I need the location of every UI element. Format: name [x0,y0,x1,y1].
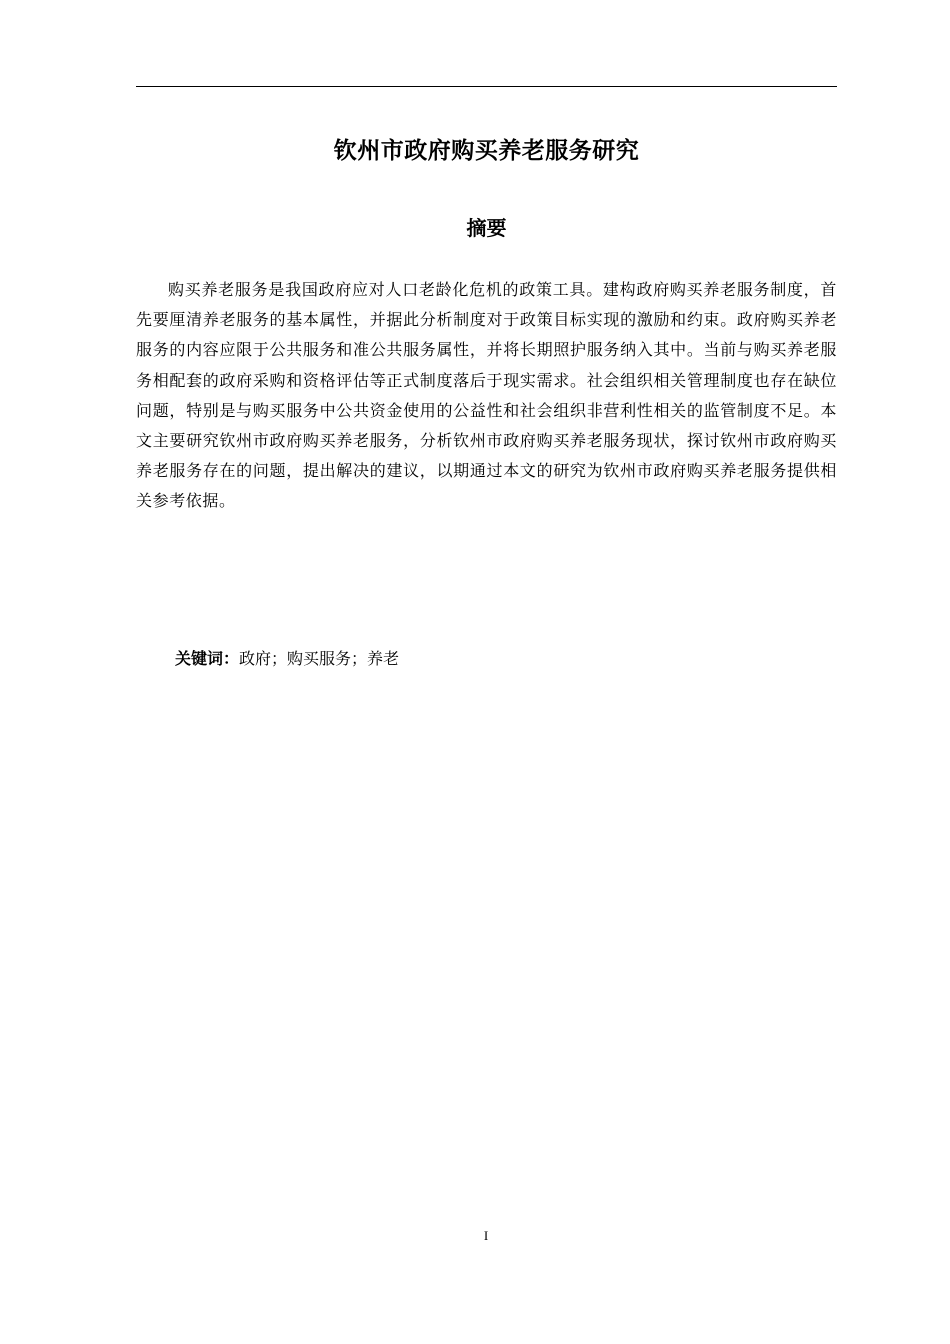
document-title: 钦州市政府购买养老服务研究 [333,138,640,164]
abstract-paragraph: 购买养老服务是我国政府应对人口老龄化危机的政策工具。建构政府购买养老服务制度，首先要厘清养老服务的基本属性，并据此分析制度对于政策目标实现的激励和约束。政府购买养老服务的内容应限于公共服务和准公共服务属性，并将长期照护服务纳入其中。当前与购买养老服务相配套的政府采购和资格评估等正式制度落后于现实需求。社会组织相关管理制度也存在缺位问题，特别是与购买服务中公共资金使用的公益性和社会组织非营利性相关的监管制度不足。本文主要研究钦州市政府购买养老服务，分析钦州市政府购买养老服务现状，探讨钦州市政府购买养老服务存在的问题，提出解决的建议，以期通过本文的研究为钦州市政府购买养老服务提供相关参考依据。 [136,280,837,511]
abstract-heading: 摘要 [466,216,507,240]
keywords-value: 政府；购买服务；养老 [239,649,400,668]
keywords-line [175,644,837,674]
header-rule [136,86,837,87]
page-number: I [483,1228,489,1243]
keywords-label: 关键词： [175,649,240,668]
